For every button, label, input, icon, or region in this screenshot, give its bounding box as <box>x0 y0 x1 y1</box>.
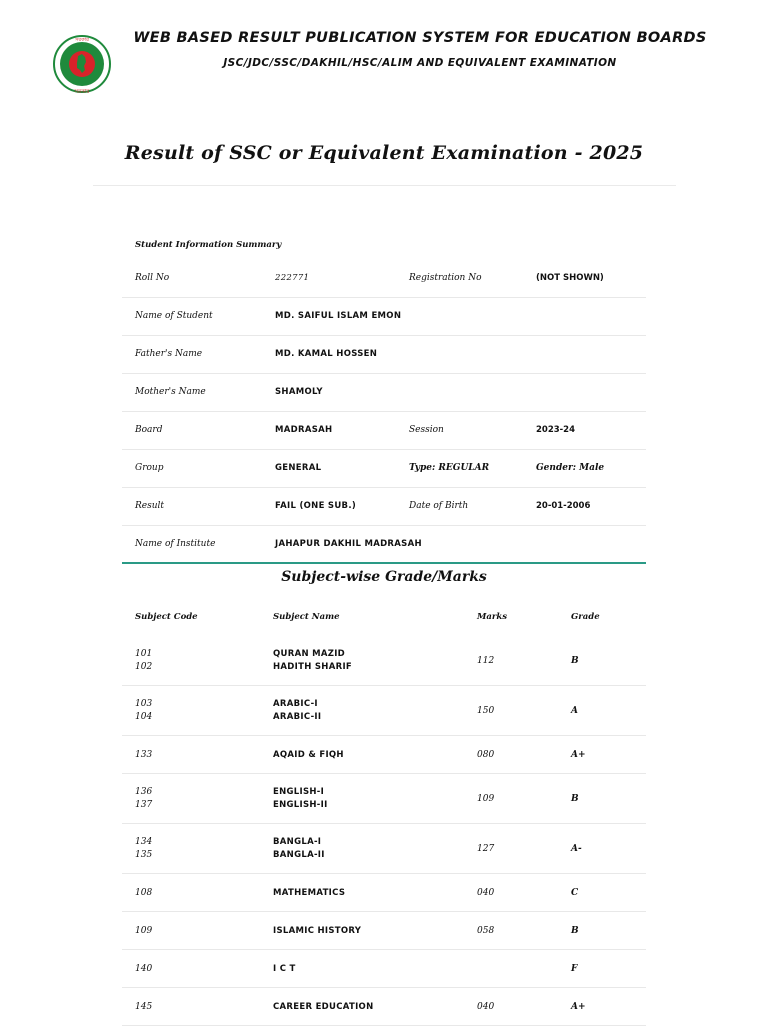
student-info-caption: Student Information Summary <box>135 240 282 250</box>
subject-grade: B <box>571 925 579 936</box>
label-roll: Roll No <box>135 273 170 283</box>
svg-text:সরকার: সরকার <box>74 89 90 95</box>
subject-name: BANGLA-II <box>273 849 325 860</box>
table-row <box>122 824 646 874</box>
label-institute: Name of Institute <box>135 539 216 549</box>
label-student-name: Name of Student <box>135 311 213 321</box>
table-row <box>122 686 646 736</box>
table-row <box>122 950 646 988</box>
subject-code: 134 <box>135 836 153 847</box>
subject-marks: 112 <box>477 655 495 666</box>
value-type: Type: REGULAR <box>409 463 490 473</box>
value-student-name: MD. SAIFUL ISLAM EMON <box>275 311 402 321</box>
subject-code: 136 <box>135 786 153 797</box>
subject-marks: 080 <box>477 749 495 760</box>
label-mother-name: Mother's Name <box>135 387 206 397</box>
subject-code: 140 <box>135 963 153 974</box>
value-gender: Gender: Male <box>536 463 605 473</box>
info-row-father <box>122 336 646 374</box>
subject-grade: A+ <box>571 749 586 760</box>
value-institute: JAHAPUR DAKHIL MADRASAH <box>275 539 422 549</box>
government-seal-logo <box>52 28 112 102</box>
value-group: GENERAL <box>275 463 322 473</box>
info-row-roll <box>122 260 646 298</box>
subject-code-cell <box>135 636 152 685</box>
table-row <box>122 988 646 1026</box>
value-registration: (NOT SHOWN) <box>536 273 604 283</box>
subject-marks: 127 <box>477 843 495 854</box>
subject-name: I C T <box>273 963 296 974</box>
table-row <box>122 874 646 912</box>
table-row <box>122 636 646 686</box>
subject-name: AQAID & FIQH <box>273 749 344 760</box>
value-session: 2023-24 <box>536 425 576 435</box>
subject-marks: 109 <box>477 793 495 804</box>
label-board: Board <box>135 425 163 435</box>
col-subject-name: Subject Name <box>273 612 340 622</box>
col-grade: Grade <box>571 612 600 622</box>
header-title: WEB BASED RESULT PUBLICATION SYSTEM FOR EDUCATION BOARDS <box>133 30 707 46</box>
subject-marks: 058 <box>477 925 495 936</box>
subject-code: 102 <box>135 661 153 672</box>
value-roll: 222771 <box>275 273 310 283</box>
subject-code: 145 <box>135 1001 153 1012</box>
grades-table <box>122 598 646 1026</box>
info-row-mother <box>122 374 646 412</box>
subject-marks: 040 <box>477 887 495 898</box>
subject-code: 109 <box>135 925 153 936</box>
page-title: Result of SSC or Equivalent Examination - 2025 <box>124 142 644 164</box>
subject-code: 135 <box>135 849 153 860</box>
subject-name: HADITH SHARIF <box>273 661 353 672</box>
subject-grade: A <box>571 705 578 716</box>
info-row-board <box>122 412 646 450</box>
subject-name: ISLAMIC HISTORY <box>273 925 362 936</box>
label-group: Group <box>135 463 164 473</box>
info-row-name <box>122 298 646 336</box>
info-row-result <box>122 488 646 526</box>
subject-code: 104 <box>135 711 153 722</box>
subject-name: BANGLA-I <box>273 836 322 847</box>
subject-name: ARABIC-I <box>273 698 318 709</box>
label-registration: Registration No <box>409 273 482 283</box>
grades-header-row <box>122 598 646 636</box>
grades-heading: Subject-wise Grade/Marks <box>281 569 487 585</box>
value-dob: 20-01-2006 <box>536 501 591 511</box>
label-dob: Date of Birth <box>409 501 469 511</box>
label-session: Session <box>409 425 444 435</box>
value-father-name: MD. KAMAL HOSSEN <box>275 349 378 359</box>
subject-code-cell <box>135 686 152 735</box>
value-mother-name: SHAMOLY <box>275 387 323 397</box>
subject-name: CAREER EDUCATION <box>273 1001 374 1012</box>
subject-name: ENGLISH-II <box>273 799 328 810</box>
subject-marks: 040 <box>477 1001 495 1012</box>
label-result: Result <box>135 501 165 511</box>
table-row <box>122 736 646 774</box>
subject-name-cell <box>273 824 325 873</box>
subject-grade: B <box>571 793 579 804</box>
subject-grade: B <box>571 655 579 666</box>
subject-grade: A+ <box>571 1001 586 1012</box>
info-row-group <box>122 450 646 488</box>
info-row-institute <box>122 526 646 563</box>
table-row <box>122 774 646 824</box>
subject-grade: F <box>571 963 578 974</box>
table-row <box>122 912 646 950</box>
section-divider <box>122 562 646 564</box>
subject-code-cell <box>135 824 152 873</box>
subject-code: 133 <box>135 749 153 760</box>
divider <box>93 185 676 186</box>
value-result: FAIL (ONE SUB.) <box>275 501 357 511</box>
col-subject-code: Subject Code <box>135 612 198 622</box>
subject-name: MATHEMATICS <box>273 887 346 898</box>
subject-code: 103 <box>135 698 153 709</box>
subject-code: 101 <box>135 648 153 659</box>
subject-name: QURAN MAZID <box>273 648 346 659</box>
subject-name-cell <box>273 686 321 735</box>
label-father-name: Father's Name <box>135 349 203 359</box>
subject-code: 108 <box>135 887 153 898</box>
student-info-table <box>122 230 646 563</box>
subject-marks: 150 <box>477 705 495 716</box>
subject-grade: A- <box>571 843 582 854</box>
col-marks: Marks <box>477 612 508 622</box>
subject-code-cell <box>135 774 152 823</box>
page-header <box>0 0 768 110</box>
header-subtitle: JSC/JDC/SSC/DAKHIL/HSC/ALIM AND EQUIVALENT EXAMINATION <box>223 57 617 69</box>
subject-name-cell <box>273 774 328 823</box>
svg-text:সরকার: সরকার <box>75 37 89 43</box>
subject-grade: C <box>571 887 579 898</box>
subject-name: ARABIC-II <box>273 711 322 722</box>
subject-code: 137 <box>135 799 153 810</box>
subject-name-cell <box>273 636 352 685</box>
value-board: MADRASAH <box>275 425 333 435</box>
subject-name: ENGLISH-I <box>273 786 325 797</box>
